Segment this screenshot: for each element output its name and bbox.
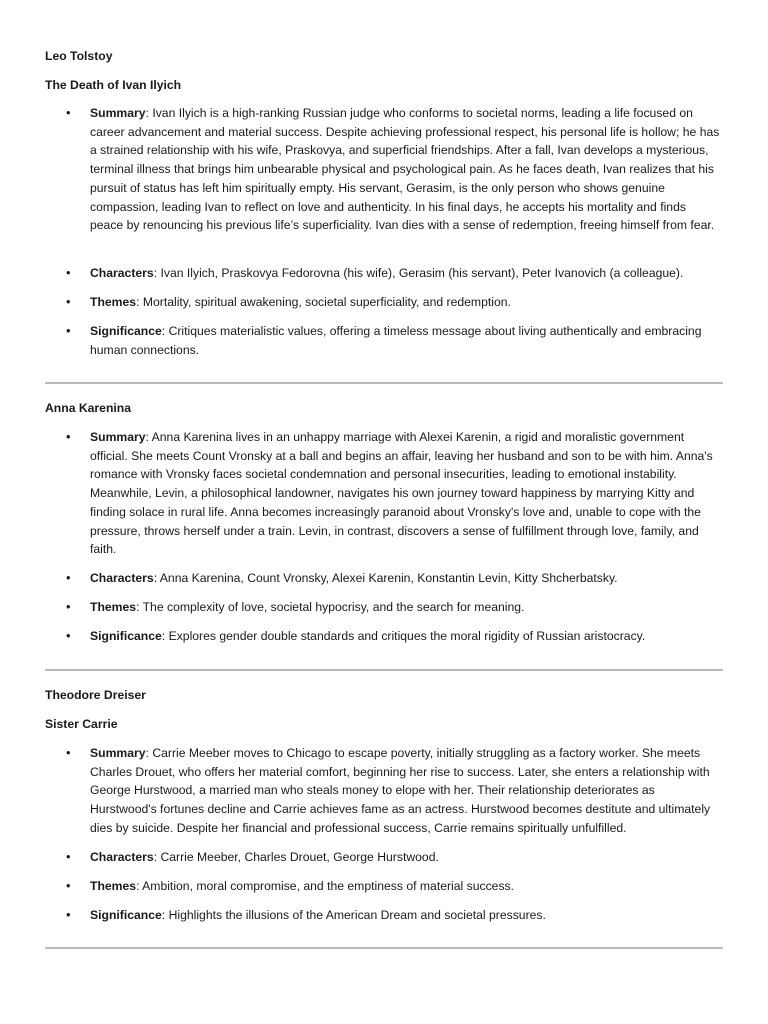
characters-label: Characters [90, 266, 154, 280]
significance-text: : Critiques materialistic values, offering a timeless message about living authentically and embracing human connections. [90, 324, 702, 357]
themes-text: : The complexity of love, societal hypocrisy, and the search for meaning. [136, 600, 525, 614]
significance-label: Significance [90, 908, 162, 922]
bullet-icon: • [66, 849, 71, 864]
summary-label: Summary [90, 746, 146, 760]
summary-text: : Ivan Ilyich is a high-ranking Russian judge who conforms to societal norms, leading a life focused on career advancement and material success. Despite achieving professional respect, his personal life is hollow; he has a strained relationship with his wife, Praskovya, and superficial friendships. After a fall, Ivan develops a mysterious, terminal illness that brings him unbearable physical and psychological pain. As he faces death, Ivan realizes that his pursuit of status has left him spiritually empty. His servant, Gerasim, is the only person who shows genuine compassion, leading Ivan to reflect on love and authenticity. In his final days, he accepts his mortality and finds peace by renouncing his previous life’s superficiality. Ivan dies with a sense of redemption, freeing himself from fear. [90, 106, 720, 233]
section-divider [45, 382, 723, 384]
bullet-icon: • [66, 628, 71, 643]
bullet-icon: • [66, 105, 71, 120]
bullet-icon: • [66, 599, 71, 614]
summary-text: : Carrie Meeber moves to Chicago to escape poverty, initially struggling as a factory worker. She meets Charles Drouet, who offers her material comfort, beginning her rise to success. Later, she enters a relationship with George Hurstwood, a married man who steals money to elope with her. Their relationship deteriorates as Hurstwood's fortunes decline and Carrie achieves fame as an actress. Hurstwood becomes destitute and ultimately dies by suicide. Despite her financial and professional success, Carrie remains spiritually unfulfilled. [90, 746, 711, 835]
themes-text: : Ambition, moral compromise, and the emptiness of material success. [136, 879, 515, 893]
significance-label: Significance [90, 629, 162, 643]
bullet-icon: • [66, 570, 71, 585]
author-heading: Theodore Dreiser [45, 688, 146, 702]
characters-text: : Carrie Meeber, Charles Drouet, George Hurstwood. [153, 850, 439, 864]
themes-text: : Mortality, spiritual awakening, societal superficiality, and redemption. [136, 295, 511, 309]
section-divider [45, 947, 723, 949]
summary-label: Summary [90, 430, 146, 444]
themes-label: Themes [90, 879, 137, 893]
significance-text: : Highlights the illusions of the American Dream and societal pressures. [161, 908, 546, 922]
author-heading: Leo Tolstoy [45, 49, 113, 63]
characters-label: Characters [90, 850, 154, 864]
bullet-icon: • [66, 878, 71, 893]
book-title: Sister Carrie [45, 717, 118, 731]
themes-label: Themes [90, 295, 137, 309]
characters-text: : Anna Karenina, Count Vronsky, Alexei Karenin, Konstantin Levin, Kitty Shcherbatsky. [153, 571, 618, 585]
summary-text: : Anna Karenina lives in an unhappy marriage with Alexei Karenin, a rigid and moralistic government official. She meets Count Vronsky at a ball and begins an affair, leaving her husband and son to be with him. Anna's romance with Vronsky faces societal condemnation and personal insecurities, leading to emotional instability. Meanwhile, Levin, a philosophical landowner, navigates his own journey toward happiness by marrying Kitty and finding solace in rural life. Anna becomes increasingly paranoid about Vronsky's love and, unable to cope with the pressure, throws herself under a train. Levin, in contrast, discovers a sense of fulfillment through love, family, and faith. [90, 430, 713, 557]
bullet-icon: • [66, 265, 71, 280]
themes-label: Themes [90, 600, 137, 614]
bullet-icon: • [66, 907, 71, 922]
section-divider [45, 669, 723, 671]
bullet-icon: • [66, 745, 71, 760]
significance-text: : Explores gender double standards and critiques the moral rigidity of Russian aristocracy. [161, 629, 646, 643]
bullet-icon: • [66, 429, 71, 444]
book-title: The Death of Ivan Ilyich [45, 78, 182, 92]
characters-label: Characters [90, 571, 154, 585]
book-title: Anna Karenina [45, 401, 132, 415]
bullet-icon: • [66, 323, 71, 338]
significance-label: Significance [90, 324, 162, 338]
bullet-icon: • [66, 294, 71, 309]
characters-text: : Ivan Ilyich, Praskovya Fedorovna (his wife), Gerasim (his servant), Peter Ivanovich (a colleague). [153, 266, 684, 280]
summary-label: Summary [90, 106, 146, 120]
